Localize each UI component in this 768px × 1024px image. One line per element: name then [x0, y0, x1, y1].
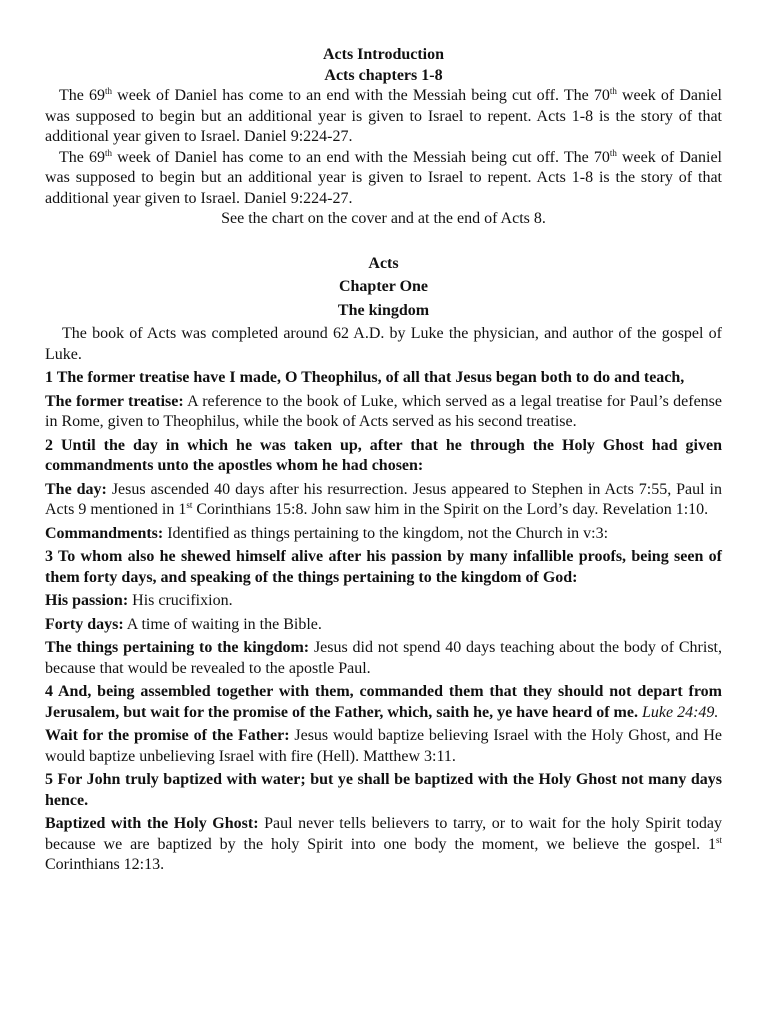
- text-run: week of Daniel was supposed to begin but an additional year is given to Israel to repent. Acts 1-8 is the story of that additional year given to Israel. Daniel 9:224-27.: [45, 87, 723, 145]
- chapter-subheading: The kingdom: [337, 301, 430, 319]
- text-run: week of Daniel has come to an end with the Messiah being cut off. The 70: [112, 87, 610, 104]
- verse-3: 3 To whom also he shewed himself alive after his passion by many infallible proofs, being seen of them forty days, and speaking of the things pertaining to the kingdom of God:: [45, 548, 722, 586]
- note-his-passion: [45, 591, 722, 612]
- note-term: Wait for the promise of the Father:: [45, 727, 290, 744]
- note-text: Jesus did not spend 40 days teaching about the body of Christ, because that would be revealed to the apostle Paul.: [45, 639, 722, 677]
- note-text: Paul never tells believers to tarry, or to wait for the holy Spirit today because we are baptized by the holy Spirit into one body the moment, we believe the gospel. 1: [45, 815, 723, 853]
- note-text: His crucifixion.: [128, 592, 233, 609]
- superscript: th: [609, 147, 617, 158]
- note-term: The things pertaining to the kingdom:: [45, 639, 310, 656]
- section-spacer: [45, 230, 722, 251]
- note-former-treatise: [45, 392, 722, 433]
- text-run: The 69: [59, 87, 106, 104]
- note-things-pertaining: [45, 638, 722, 679]
- superscript: st: [715, 834, 722, 845]
- note-text: A time of waiting in the Bible.: [123, 615, 322, 633]
- book-heading: Acts: [368, 254, 399, 272]
- superscript: th: [105, 86, 113, 96]
- text-run: week of Daniel was supposed to begin but an additional year is given to Israel to repent. Acts 1-8 is the story of that additional year given to Israel. Daniel 9:224-27.: [45, 148, 723, 207]
- note-term: Forty days:: [45, 615, 124, 633]
- superscript: st: [186, 500, 193, 510]
- document-title: Acts Introduction: [322, 46, 445, 63]
- note-commandments: [45, 524, 722, 545]
- note-text: Corinthians 15:8. John saw him in the Spirit on the Lord’s day. Revelation 1:10.: [192, 501, 709, 518]
- text-run: week of Daniel has come to an end with the Messiah being cut off. The 70: [112, 148, 610, 166]
- note-text: A reference to the book of Luke, which served as a legal treatise for Paul’s defense in Rome, given to Theophilus, while the book of Acts served as his second treatise.: [45, 392, 723, 430]
- verse-5: 5 For John truly baptized with water; but ye shall be baptized with the Holy Ghost not many days hence.: [45, 771, 722, 809]
- note-text: Identified as things pertaining to the kingdom, not the Church in v:3:: [163, 524, 609, 542]
- note-term: His passion:: [45, 592, 129, 609]
- verse-text: 4 And, being assembled together with them, commanded them that they should not depart from Jerusalem, but wait for the promise of the Father, which, saith he, ye have heard of me.: [45, 683, 722, 721]
- note-term: Commandments:: [45, 524, 164, 542]
- superscript: th: [609, 86, 617, 96]
- note-term: The former treatise:: [45, 392, 184, 410]
- note-text: Jesus would baptize believing Israel with the Holy Ghost, and He would baptize unbelieving Israel with fire (Hell). Matthew 3:11.: [45, 727, 722, 765]
- note-term: Baptized with the Holy Ghost:: [45, 815, 259, 832]
- intro-paragraph-2: [45, 148, 722, 210]
- chapter-heading: Chapter One: [338, 278, 429, 295]
- note-baptized-holy-ghost: [45, 814, 722, 876]
- note-text: Jesus ascended 40 days after his resurrection. Jesus appeared to Stephen in Acts 7:55, Paul in Acts 9 mentioned in 1: [45, 480, 722, 518]
- note-wait-for-promise: [45, 726, 722, 767]
- note-text: Corinthians 12:13.: [45, 856, 165, 873]
- superscript: th: [105, 147, 113, 158]
- note-forty-days: [45, 615, 722, 636]
- note-term: The day:: [45, 480, 107, 498]
- intro-paragraph-1: [45, 86, 722, 148]
- verse-reference: Luke 24:49.: [637, 703, 719, 721]
- note-the-day: [45, 480, 722, 521]
- verse-2: 2 Until the day in which he was taken up, after that he through the Holy Ghost had given commandments unto the apostles whom he had chosen:: [45, 436, 722, 474]
- verse-1: 1 The former treatise have I made, O Theophilus, of all that Jesus began both to do and teach,: [45, 369, 685, 386]
- chapter-lead: The book of Acts was completed around 62 A.D. by Luke the physician, and author of the gospel of Luke.: [45, 325, 722, 363]
- text-run: The 69: [59, 148, 106, 166]
- verse-4: [45, 682, 722, 723]
- document-page: [45, 45, 722, 876]
- chart-note: See the chart on the cover and at the end of Acts 8.: [221, 210, 546, 227]
- document-subtitle: Acts chapters 1-8: [324, 66, 443, 84]
